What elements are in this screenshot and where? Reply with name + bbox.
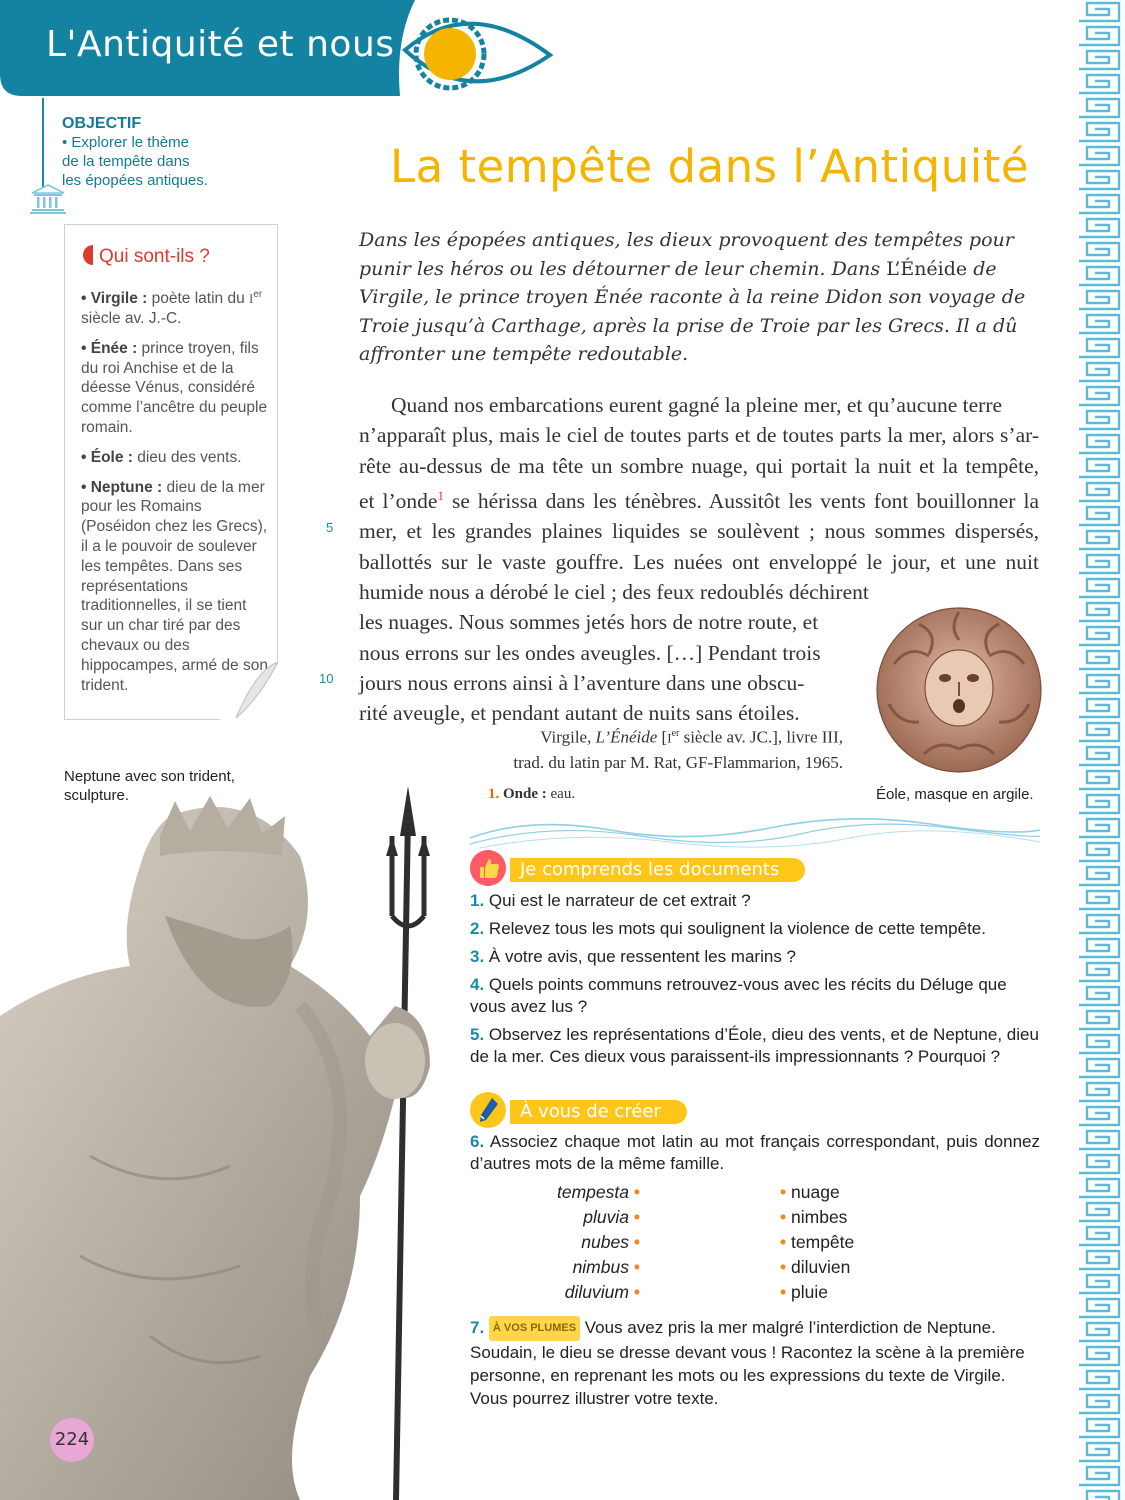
eole-caption: Éole, masque en argile. [876,786,1034,803]
extract-line: jours nous errons ainsi à l’aventure dans une obscu- [359,670,805,695]
who-name: • Énée : [81,339,138,357]
who-name: • Virgile : [81,290,148,308]
objective-line: • Explorer le thème [62,134,189,151]
extract-fragment: et l’onde [359,489,438,514]
who-title [83,245,210,268]
french-word-text: pluie [791,1282,828,1302]
match-dot: • [633,1232,640,1252]
match-dot: • [633,1207,640,1227]
who-item-eole [81,448,271,468]
creation-title: À vous de créer [510,1100,687,1124]
neptune-statue-image [0,776,450,1500]
credit-sup: er [671,728,680,739]
question-item [470,946,1040,968]
credit-text: [ [657,727,668,747]
credit-author: Virgile, [540,727,596,747]
comprehension-questions [470,890,1040,1074]
latin-word-text: pluvia [583,1207,629,1227]
eole-mask-image [864,604,1054,776]
french-word [780,1255,920,1280]
who-sup: er [253,289,263,300]
pen-icon [470,1092,506,1128]
who-item-enee [81,339,271,438]
intro-text: Dans les épopées antiques, les dieux provoquent des tempêtes pour punir les héros ou les détourner de leur chemin. Dans [359,229,1014,280]
question-item [470,974,1040,1018]
extract-line [359,481,1039,516]
extract-line: mer, et les grandes plaines liquides se soulèvent ; nous sommes dispersés, [359,519,1039,544]
credit-work: L’Énéide [595,727,658,747]
who-text: poète latin du [147,290,250,308]
page-title: La tempête dans l’Antiquité [390,140,1030,193]
extract-line: Quand nos embarcations eurent gagné la pleine mer, et qu’aucune terre [391,393,1003,417]
footnote [488,786,575,803]
extract-line: nous errons sur les ondes aveugles. […] Pendant trois [359,640,821,665]
latin-words [520,1180,640,1305]
greek-key-border [1073,0,1125,1500]
latin-word-text: nimbus [572,1257,629,1277]
question-text: À votre avis, que ressentent les marins ? [484,947,796,966]
credit-roman: I [667,730,672,746]
section-title: L'Antiquité et nous [46,24,395,65]
source-credit [513,722,843,775]
who-text: siècle av. J.-C. [81,309,182,327]
comprehension-title: Je comprends les documents [510,858,805,882]
extract-line: les nuages. Nous sommes jetés hors de notre route, et [359,610,819,635]
line-number: 5 [326,520,334,535]
who-text: dieu des vents. [132,448,242,466]
footnote-term: Onde : [503,786,547,802]
who-text: dieu de la mer pour les Romains (Poséidon chez les Grecs), il a le pouvoir de soulever les tempêtes. Dans ses représentations traditionnelles, il se tient sur un char tiré par des chevaux ou des hippocampes, armé de son trident. [81,478,268,694]
question-number: 5. [470,1025,485,1044]
line-number: 10 [319,671,334,686]
who-box [64,224,278,720]
match-dot: • [780,1182,787,1202]
who-list [81,285,271,705]
question-number: 1. [470,891,485,910]
extract-line: humide nous a dérobé le ciel ; des feux redoublés déchirent [359,579,869,604]
credit-translation: trad. du latin par M. Rat, GF-Flammarion, 1965. [513,752,843,772]
intro-paragraph [359,226,1039,369]
extract-line: ballottés sur le vaste gouffre. Les nuées ont enveloppé le jour, et une nuit [359,549,1039,574]
french-word-text: nimbes [791,1207,848,1227]
match-dot: • [633,1282,640,1302]
footnote-number: 1. [488,786,500,802]
match-dot: • [780,1232,787,1252]
temple-icon [30,184,66,214]
objective [62,114,262,190]
latin-word [520,1180,640,1205]
question-item [470,1024,1040,1068]
question-text: Associez chaque mot latin au mot français correspondant, puis donnez d’autres mots de la même famille. [470,1132,1040,1173]
question-number: 7. [470,1318,485,1337]
french-words [780,1180,920,1305]
footnote-definition: eau. [546,786,576,802]
question-number: 2. [470,919,485,938]
objective-line: les épopées antiques. [62,172,208,189]
french-word-text: nuage [791,1182,840,1202]
question-text: Observez les représentations d’Éole, dieu des vents, et de Neptune, dieu de la mer. Ces dieux vous paraissent-ils impressionnants ? Pourquoi ? [470,1025,1039,1066]
who-title-text: Qui sont-ils ? [99,246,210,267]
thumbs-up-icon [470,850,506,886]
who-item-virgile [81,285,271,329]
question-text: Relevez tous les mots qui soulignent la violence de cette tempête. [484,919,986,938]
latin-word [520,1255,640,1280]
extract-line: rête au-dessus de ma tête un sombre nuage, qui portait la nuit et la tempête, [359,453,1039,478]
match-dot: • [780,1207,787,1227]
half-moon-icon [83,245,93,265]
latin-word-text: tempesta [557,1182,629,1202]
match-dot: • [633,1182,640,1202]
french-word [780,1205,920,1230]
extract-line: n’apparaît plus, mais le ciel de toutes parts et de toutes parts la mer, alors s’ar- [359,423,1039,448]
french-word-text: tempête [791,1232,855,1252]
wave-divider [470,812,1040,852]
extract-line: rité aveugle, et pendant autant de nuits sans étoiles. [359,701,800,726]
latin-word [520,1205,640,1230]
objective-rule [42,98,44,188]
latin-word-text: diluvium [564,1282,629,1302]
french-word [780,1230,920,1255]
question-text: Quels points communs retrouvez-vous avec les récits du Déluge que vous avez lus ? [470,975,1007,1016]
intro-work-title: L’Énéide [886,257,968,280]
question-6 [470,1131,1040,1175]
latin-word [520,1230,640,1255]
latin-word-text: nubes [581,1232,629,1252]
extract-fragment: se hérissa dans les ténèbres. Aussitôt les vents font bouillonner la [451,489,1039,514]
objective-title: OBJECTIF [62,115,142,132]
question-number: 6. [470,1132,485,1151]
footnote-ref: 1 [437,487,444,503]
french-word [780,1180,920,1205]
french-word [780,1280,920,1305]
writing-badge: À VOS PLUMES [489,1316,580,1341]
page-curl-icon [218,660,278,720]
question-text: Vous avez pris la mer malgré l’interdiction de Neptune. Soudain, le dieu se dresse devant vous ! Racontez la scène à la première personne, en reprenant les mots ou les expressions du texte de Virgile. Vous pourrez illustrer votre texte. [470,1318,1025,1408]
neptune-caption: Neptune avec son trident, sculpture. [64,768,235,804]
who-name: • Éole : [81,448,133,466]
objective-line: de la tempête dans [62,153,190,170]
question-number: 3. [470,947,485,966]
match-dot: • [780,1282,787,1302]
match-dot: • [633,1257,640,1277]
credit-text: siècle av. JC.], livre III, [679,727,843,747]
question-number: 4. [470,975,485,994]
page-number: 224 [50,1418,94,1462]
question-item [470,890,1040,912]
question-item [470,918,1040,940]
question-text: Qui est le narrateur de cet extrait ? [484,891,751,910]
match-dot: • [780,1257,787,1277]
question-7 [470,1316,1040,1410]
who-name: • Neptune : [81,478,163,496]
french-word-text: diluvien [791,1257,851,1277]
latin-word [520,1280,640,1305]
who-text: prince troyen, fils du roi Anchise et de la déesse Vénus, considéré comme l’ancêtre du peuple romain. [81,339,268,436]
who-roman: I [249,291,254,307]
intro-text: de Virgile, le prince troyen Énée raconte à la reine Didon son voyage de Troie jusqu’à Carthage, après la prise de Troie par les Grecs. Il a dû affronter une tempête redoutable. [359,257,1026,365]
header-band [0,0,560,96]
